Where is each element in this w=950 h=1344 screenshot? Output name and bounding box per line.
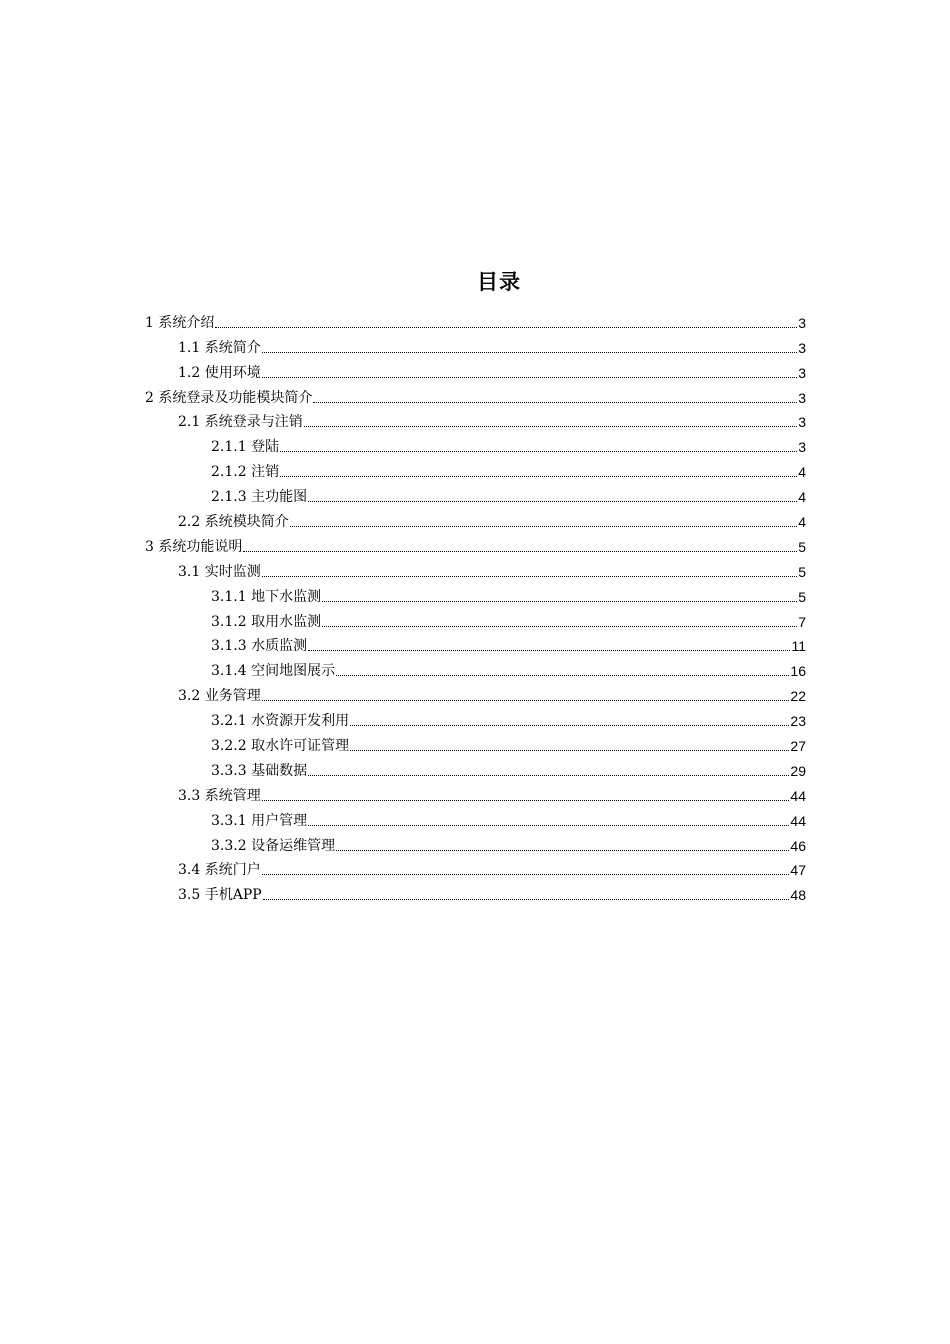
toc-entry-label: 3.2.1 水资源开发利用: [211, 713, 350, 730]
toc-entry-page-number: 3: [798, 339, 806, 356]
toc-entry-page-number: 11: [791, 638, 806, 655]
table-of-contents: [145, 307, 806, 904]
toc-entry-page-number: 5: [798, 563, 806, 580]
toc-entry-label: 3.1.2 取用水监测: [211, 613, 322, 630]
toc-entry-page-number: 23: [790, 713, 806, 730]
toc-dot-leader: [308, 825, 789, 826]
toc-entry-label: 3.3 系统管理: [178, 787, 261, 804]
toc-entry-label: 3.2 业务管理: [178, 688, 261, 705]
toc-entry-label: 3.3.1 用户管理: [211, 812, 308, 829]
toc-dot-leader: [280, 451, 797, 452]
toc-entry[interactable]: [145, 332, 806, 357]
toc-entry[interactable]: [145, 730, 806, 755]
toc-entry-page-number: 29: [790, 762, 806, 779]
toc-entry-page-number: 47: [790, 862, 806, 879]
toc-entry-page-number: 27: [790, 738, 806, 755]
toc-entry-label: 1.1 系统简介: [178, 339, 261, 356]
toc-dot-leader: [304, 426, 797, 427]
toc-entry-page-number: 3: [798, 364, 806, 381]
toc-entry-label: 2.1.3 主功能图: [211, 489, 308, 506]
toc-entry-label: 3.4 系统门户: [178, 862, 261, 879]
toc-entry-page-number: 44: [790, 787, 806, 804]
toc-entry-label: 2.1.1 登陆: [211, 439, 280, 456]
toc-entry-label: 3.3.2 设备运维管理: [211, 837, 336, 854]
toc-entry[interactable]: [145, 631, 806, 656]
toc-entry-page-number: 5: [798, 538, 806, 555]
toc-dot-leader: [262, 874, 790, 875]
toc-entry-page-number: 7: [798, 613, 806, 630]
toc-entry-label: 2 系统登录及功能模块简介: [145, 389, 313, 406]
toc-entry-page-number: 4: [798, 464, 806, 481]
toc-dot-leader: [262, 800, 790, 801]
toc-dot-leader: [262, 576, 797, 577]
toc-entry[interactable]: [145, 581, 806, 606]
toc-dot-leader: [336, 850, 789, 851]
toc-entry-label: 3.2.2 取水许可证管理: [211, 738, 350, 755]
toc-entry-page-number: 3: [798, 314, 806, 331]
toc-entry-page-number: 3: [798, 414, 806, 431]
toc-entry-label: 3.1.3 水质监测: [211, 638, 308, 655]
toc-entry[interactable]: [145, 855, 806, 880]
toc-entry-page-number: 48: [790, 887, 806, 904]
toc-entry-label: 3.5 手机APP: [178, 887, 262, 904]
toc-entry[interactable]: [145, 655, 806, 680]
toc-entry-page-number: 46: [790, 837, 806, 854]
toc-entry[interactable]: [145, 755, 806, 780]
toc-entry[interactable]: [145, 879, 806, 904]
toc-entry-label: 2.1.2 注销: [211, 464, 280, 481]
toc-entry[interactable]: [145, 680, 806, 705]
toc-dot-leader: [350, 750, 789, 751]
toc-entry-label: 3.1 实时监测: [178, 563, 261, 580]
toc-title: 目录: [477, 270, 521, 294]
toc-entry[interactable]: [145, 780, 806, 805]
toc-entry-page-number: 3: [798, 439, 806, 456]
toc-entry[interactable]: [145, 805, 806, 830]
toc-entry-label: 1 系统介绍: [145, 314, 215, 331]
toc-entry-label: 2.1 系统登录与注销: [178, 414, 303, 431]
toc-dot-leader: [262, 377, 797, 378]
toc-dot-leader: [262, 700, 790, 701]
toc-entry-label: 3 系统功能说明: [145, 538, 243, 555]
toc-dot-leader: [290, 526, 797, 527]
toc-entry-page-number: 4: [798, 489, 806, 506]
toc-entry-page-number: 16: [790, 663, 806, 680]
toc-entry-label: 3.1.4 空间地图展示: [211, 663, 336, 680]
toc-entry[interactable]: [145, 456, 806, 481]
toc-dot-leader: [313, 402, 797, 403]
toc-entry[interactable]: [145, 705, 806, 730]
toc-entry-page-number: 22: [790, 688, 806, 705]
toc-dot-leader: [322, 601, 797, 602]
toc-entry[interactable]: [145, 556, 806, 581]
toc-entry[interactable]: [145, 382, 806, 407]
toc-dot-leader: [308, 501, 797, 502]
toc-entry-label: 1.2 使用环境: [178, 364, 261, 381]
toc-dot-leader: [280, 476, 797, 477]
toc-entry[interactable]: [145, 357, 806, 382]
toc-dot-leader: [308, 775, 789, 776]
toc-entry[interactable]: [145, 506, 806, 531]
toc-dot-leader: [322, 626, 797, 627]
toc-dot-leader: [336, 675, 789, 676]
toc-entry-label: 3.1.1 地下水监测: [211, 588, 322, 605]
toc-entry-page-number: 5: [798, 588, 806, 605]
toc-dot-leader: [243, 551, 797, 552]
toc-entry[interactable]: [145, 407, 806, 432]
toc-entry[interactable]: [145, 481, 806, 506]
toc-dot-leader: [308, 650, 790, 651]
toc-entry[interactable]: [145, 830, 806, 855]
toc-entry[interactable]: [145, 431, 806, 456]
toc-entry-label: 3.3.3 基础数据: [211, 762, 308, 779]
toc-dot-leader: [263, 899, 790, 900]
toc-entry-label: 2.2 系统模块简介: [178, 514, 289, 531]
toc-entry[interactable]: [145, 307, 806, 332]
toc-dot-leader: [350, 725, 789, 726]
toc-dot-leader: [215, 327, 797, 328]
toc-entry-page-number: 4: [798, 514, 806, 531]
toc-entry[interactable]: [145, 531, 806, 556]
toc-entry-page-number: 44: [790, 812, 806, 829]
toc-entry[interactable]: [145, 606, 806, 631]
toc-dot-leader: [262, 352, 797, 353]
toc-entry-page-number: 3: [798, 389, 806, 406]
